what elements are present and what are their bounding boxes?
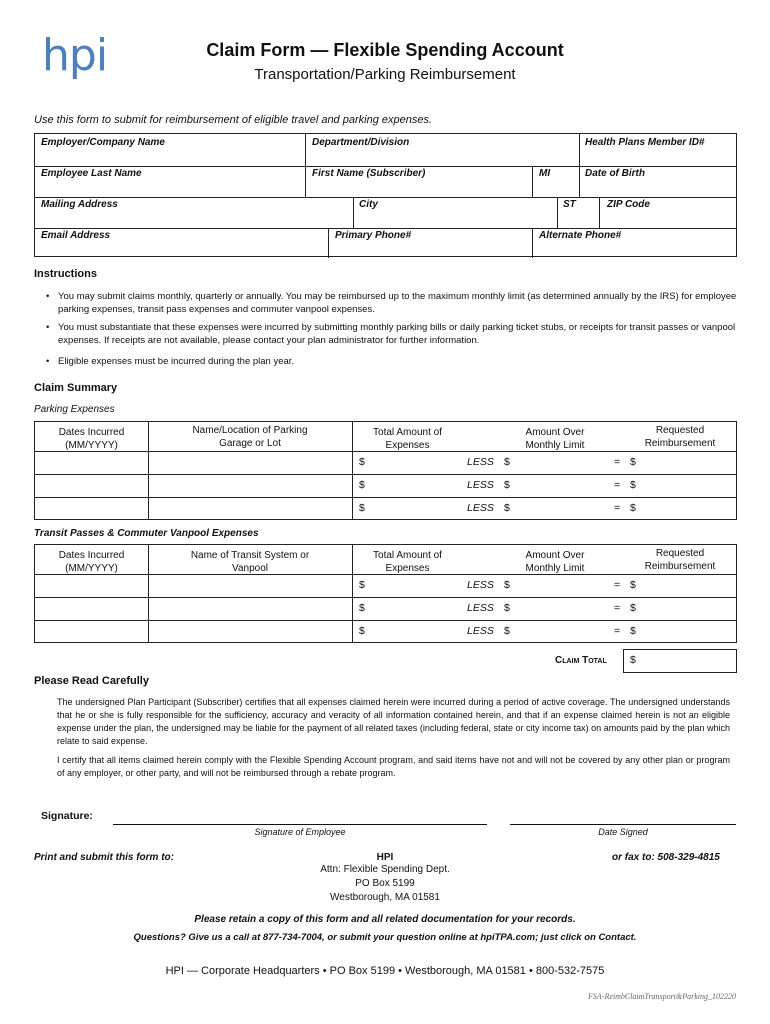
certification-paragraph-2: I certify that all items claimed herein comply with the Flexible Spending Account program, and said items have not and will not be covered by any other plan or program of any employer, or other party, and will not be reimbursed through a rebate program. — [57, 755, 730, 778]
form-title: Claim Form — Flexible Spending Account — [206, 40, 564, 60]
certification-paragraph: The undersigned Plan Participant (Subscriber) certifies that all expenses claimed herein were incurred during a period of active coverage. The undersigned understands that he or she is fully responsible for the sufficiency, accuracy and veracity of all information contained herein, and that if an expense claimed herein is not an eligible expense under the plan, the undersigned may be liable for the payment of all related taxes (including federal, state or city income tax) on amounts paid by the plan which relate to said expense. — [57, 697, 730, 746]
parking-expenses-title: Parking Expenses — [34, 404, 115, 415]
employer-field[interactable]: Employer/Company Name — [41, 137, 165, 148]
signature-caption: Signature of Employee — [254, 827, 346, 837]
first-name-field[interactable]: First Name (Subscriber) — [312, 168, 426, 179]
date-line[interactable] — [510, 824, 736, 825]
alt-phone-field[interactable]: Alternate Phone# — [539, 230, 622, 241]
read-heading: Please Read Carefully — [34, 675, 149, 687]
print-submit-label: Print and submit this form to: — [34, 852, 174, 863]
col-total: Total Amount of Expenses — [373, 427, 442, 451]
transit-expenses-title: Transit Passes & Commuter Vanpool Expenses — [34, 528, 259, 539]
transit-table: Dates Incurred (MM/YYYY) Name of Transit System or Vanpool Total Amount of Expenses Amount Over Monthly Limit Requested Reimbursement $ LESS $ = $ $ LESS $ = $ $ LESS $ = $ — [34, 544, 737, 643]
submit-org: HPI — [376, 852, 394, 863]
zip-field[interactable]: ZIP Code — [607, 199, 650, 210]
primary-phone-field[interactable]: Primary Phone# — [335, 230, 412, 241]
col-dates: Dates Incurred (MM/YYYY) — [58, 427, 125, 451]
col-dates: Dates Incurred (MM/YYYY) — [58, 550, 125, 574]
claim-total-label: Claim Total — [555, 655, 607, 666]
retain-note: Please retain a copy of this form and all related documentation for your records. — [194, 914, 576, 925]
hpi-logo: hpi — [42, 30, 108, 81]
col-total: Total Amount of Expenses — [373, 550, 442, 574]
member-id-field[interactable]: Health Plans Member ID# — [585, 137, 705, 148]
form-code: FSA-ReimbClaimTransport&Parking_102220 — [588, 992, 736, 1001]
address-field[interactable]: Mailing Address — [41, 199, 118, 210]
submit-city: Westborough, MA 01581 — [330, 892, 440, 903]
instructions-heading: Instructions — [34, 268, 97, 280]
instruction-item: • Eligible expenses must be incurred during the plan year. — [46, 356, 295, 367]
instruction-item: • You must substantiate that these expenses were incurred by submitting monthly parking bills or daily parking ticket stubs, or receipts for transit passes or vanpool expenses. If receipts are not available, please contact your plan administrator for further information. — [46, 322, 736, 346]
mi-field[interactable]: MI — [539, 168, 551, 179]
email-field[interactable]: Email Address — [41, 230, 111, 241]
col-over: Amount Over Monthly Limit — [525, 427, 585, 451]
state-field[interactable]: ST — [563, 199, 576, 210]
department-field[interactable]: Department/Division — [312, 137, 410, 148]
claim-total-input[interactable]: $ — [623, 649, 737, 673]
questions-note: Questions? Give us a call at 877-734-7004, or submit your question online at hpiTPA.com; just click on Contact. — [133, 932, 637, 943]
fax-number: or fax to: 508-329-4815 — [612, 852, 720, 863]
submit-attn: Attn: Flexible Spending Dept. — [320, 864, 450, 875]
col-transit-name: Name of Transit System or Vanpool — [190, 550, 310, 574]
signature-line[interactable] — [113, 824, 487, 825]
claim-summary-heading: Claim Summary — [34, 382, 118, 394]
city-field[interactable]: City — [359, 199, 378, 210]
headquarters-line: HPI — Corporate Headquarters • PO Box 5199 • Westborough, MA 01581 • 800-532-7575 — [165, 965, 605, 977]
personal-info-grid — [34, 133, 737, 257]
intro-text: Use this form to submit for reimbursement of eligible travel and parking expenses. — [34, 114, 433, 126]
parking-table: Dates Incurred (MM/YYYY) Name/Location of Parking Garage or Lot Total Amount of Expenses Amount Over Monthly Limit Requested Reimbursement $ LESS $ = $ $ LESS $ = $ $ LESS $ = $ — [34, 421, 737, 520]
col-parking-name: Name/Location of Parking Garage or Lot — [192, 425, 308, 449]
date-caption: Date Signed — [598, 827, 648, 837]
submit-po: PO Box 5199 — [355, 878, 415, 889]
dob-field[interactable]: Date of Birth — [585, 168, 645, 179]
instruction-item: • You may submit claims monthly, quarterly or annually. You may be reimbursed up to the maximum monthly limit (as determined annually by the IRS) for employee parking expenses, transit pass expenses and commuter vanpool expenses. — [46, 291, 737, 315]
col-over: Amount Over Monthly Limit — [525, 550, 585, 574]
form-subtitle: Transportation/Parking Reimbursement — [254, 66, 516, 83]
col-requested: Requested Reimbursement — [644, 425, 716, 449]
col-requested: Requested Reimbursement — [644, 548, 716, 572]
last-name-field[interactable]: Employee Last Name — [41, 168, 142, 179]
signature-label: Signature: — [41, 810, 93, 822]
